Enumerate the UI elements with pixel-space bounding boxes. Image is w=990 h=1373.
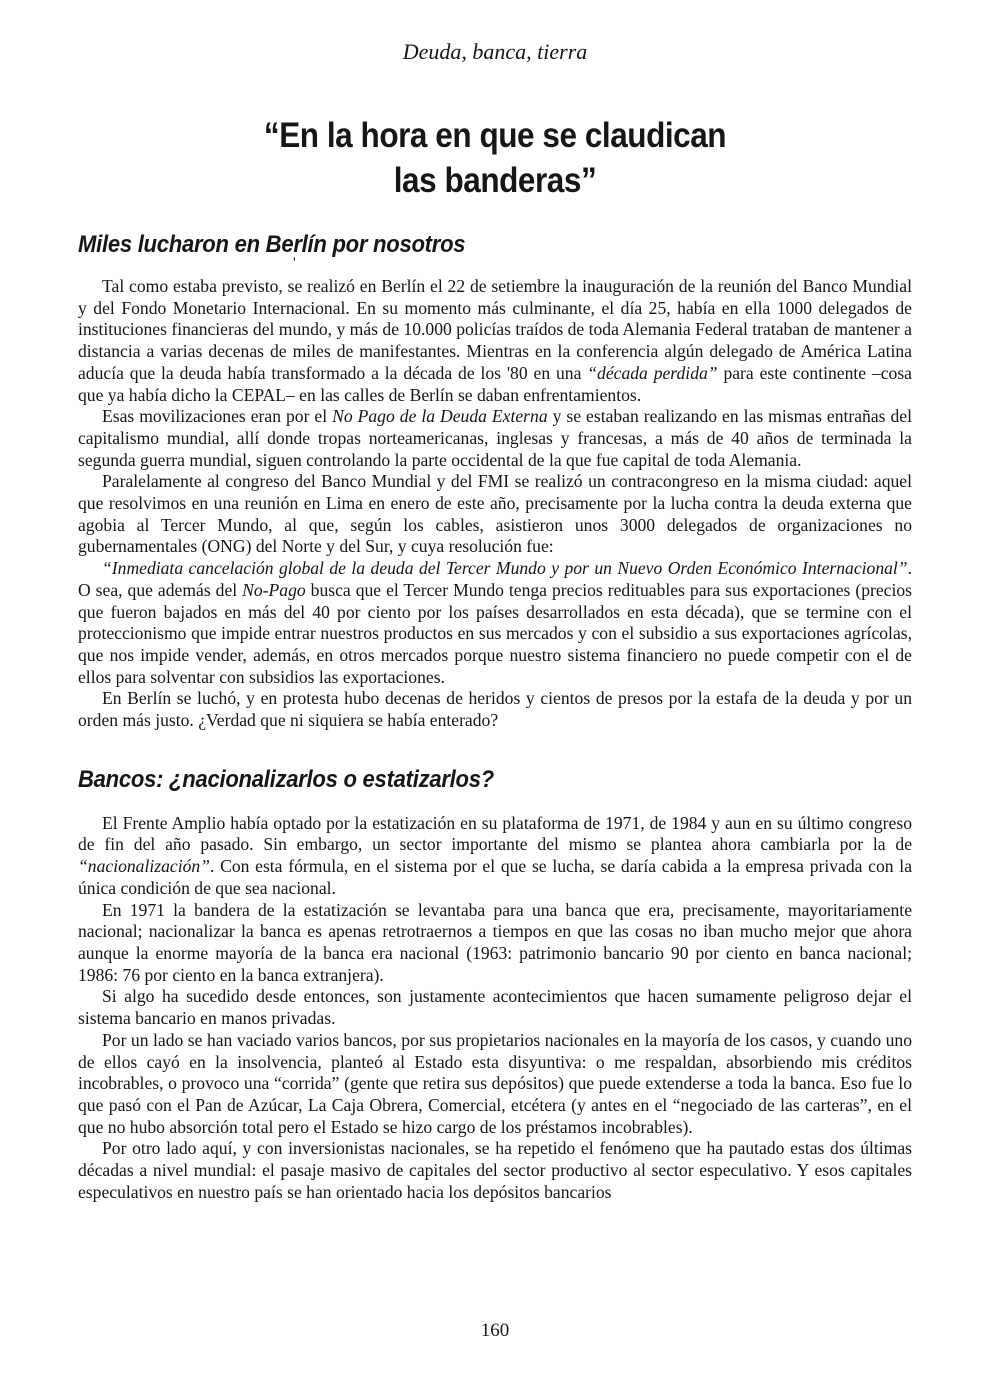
page-title-line-1: “En la hora en que se claudican <box>263 116 727 155</box>
paragraph: “Inmediata cancelación global de la deuda del Tercer Mundo y por un Nuevo Orden Económico Internacional”. O sea, que además del No-Pago busca que el Tercer Mundo tenga precios redituables para sus exportaciones (precios que fueron bajados en más del 40 por ciento por los países desarrollados en esta década), que se termine con el proteccionismo que impide entrar nuestros productos en sus mercados y con el subsidio a sus exportaciones agrícolas, que nos impide vender, además, en otros mercados porque nuestro sistema financiero no puede competir con el de ellos para solventar con subsidios las exportaciones. <box>78 558 913 687</box>
paragraph: Si algo ha sucedido desde entonces, son justamente acontecimientos que hacen sumamente peligroso dejar el sistema bancario en manos privadas. <box>78 986 912 1029</box>
page-title <box>120 113 871 203</box>
paragraph: Por otro lado aquí, y con inversionistas nacionales, se ha repetido el fenómeno que ha pautado estas dos últimas décadas a nivel mundial: el pasaje masivo de capitales del sector productivo al sector especulativo. Y esos capitales especulativos en nuestro país se han orientado hacia los depósitos bancarios <box>78 1138 912 1202</box>
section-heading-miles-lucharon: Miles lucharon en Berlín por nosotros <box>78 231 466 258</box>
stray-mark: ' <box>293 255 296 271</box>
paragraph: En 1971 la bandera de la estatización se levantaba para una banca que era, precisamente, mayoritariamente nacional; nacionalizar la banca es apenas retrotraernos a tiempos en que las cosas no iban mucho mejor que ahora aunque la enorme mayoría de la banca era nacional (1963: patrimonio bancario 90 por ciento en banca nacional; 1986: 76 por ciento en la banca extranjera). <box>78 899 912 985</box>
paragraph: El Frente Amplio había optado por la estatización en su plataforma de 1971, de 1984 y aun en su último congreso de fin del año pasado. Sin embargo, un sector importante del mismo se plantea ahora cambiarla por la de “nacionalización”. Con esta fórmula, en el sistema por el que se lucha, se daría cabida a la empresa privada con la única condición de que sea nacional. <box>78 812 912 898</box>
paragraph: Paralelamente al congreso del Banco Mundial y del FMI se realizó un contracongreso en la misma ciudad: aquel que resolvimos en una reunión en Lima en enero de este año, precisamente por la lucha contra la deuda externa que agobia al Tercer Mundo, al que, según los cables, asistieron unos 3000 delegados de organizaciones no gubernamentales (ONG) del Norte y del Sur, y cuya resolución fue: <box>78 471 912 557</box>
running-header: Deuda, banca, tierra <box>402 39 588 64</box>
page-number: 160 <box>480 1320 510 1341</box>
page-title-line-2: las banderas” <box>393 161 597 200</box>
paragraph: En Berlín se luchó, y en protesta hubo decenas de heridos y cientos de presos por la estafa de la deuda y por un orden más justo. ¿Verdad que ni siquiera se había enterado? <box>78 688 912 731</box>
paragraph: Tal como estaba previsto, se realizó en Berlín el 22 de setiembre la inauguración de la reunión del Banco Mundial y del Fondo Monetario Internacional. En su momento más culminante, el día 25, había en ella 1000 delegados de instituciones financieras del mundo, y más de 10.000 policías traídos de toda Alemania Federal trataban de mantener a distancia a varias decenas de miles de manifestantes. Mientras en la conferencia algún delegado de América Latina aducía que la deuda había transformado a la década de los '80 en una “década perdida” para este continente –cosa que ya había dicho la CEPAL– en las calles de Berlín se daban enfrentamientos. <box>78 276 912 405</box>
paragraph: Esas movilizaciones eran por el No Pago de la Deuda Externa y se estaban realizando en las mismas entrañas del capitalismo mundial, allí donde tropas norteamericanas, inglesas y francesas, a más de 40 años de terminada la segunda guerra mundial, siguen controlando la parte occidental de la que fue capital de toda Alemania. <box>78 406 912 470</box>
section-heading-bancos: Bancos: ¿nacionalizarlos o estatizarlos? <box>78 765 494 793</box>
paragraph: Por un lado se han vaciado varios bancos, por sus propietarios nacionales en la mayoría de los casos, y cuando uno de ellos cayó en la insolvencia, planteó al Estado esta disyuntiva: o me respaldan, absorbiendo mis créditos incobrables, o provoco una “corrida” (gente que retira sus depósitos) que puede extenderse a toda la banca. Eso fue lo que pasó con el Pan de Azúcar, La Caja Obrera, Comercial, etcétera (y antes en el “negociado de las carteras”, en el que no hubo absorción total pero el Estado se hizo cargo de los préstamos incobrables). <box>78 1029 912 1137</box>
